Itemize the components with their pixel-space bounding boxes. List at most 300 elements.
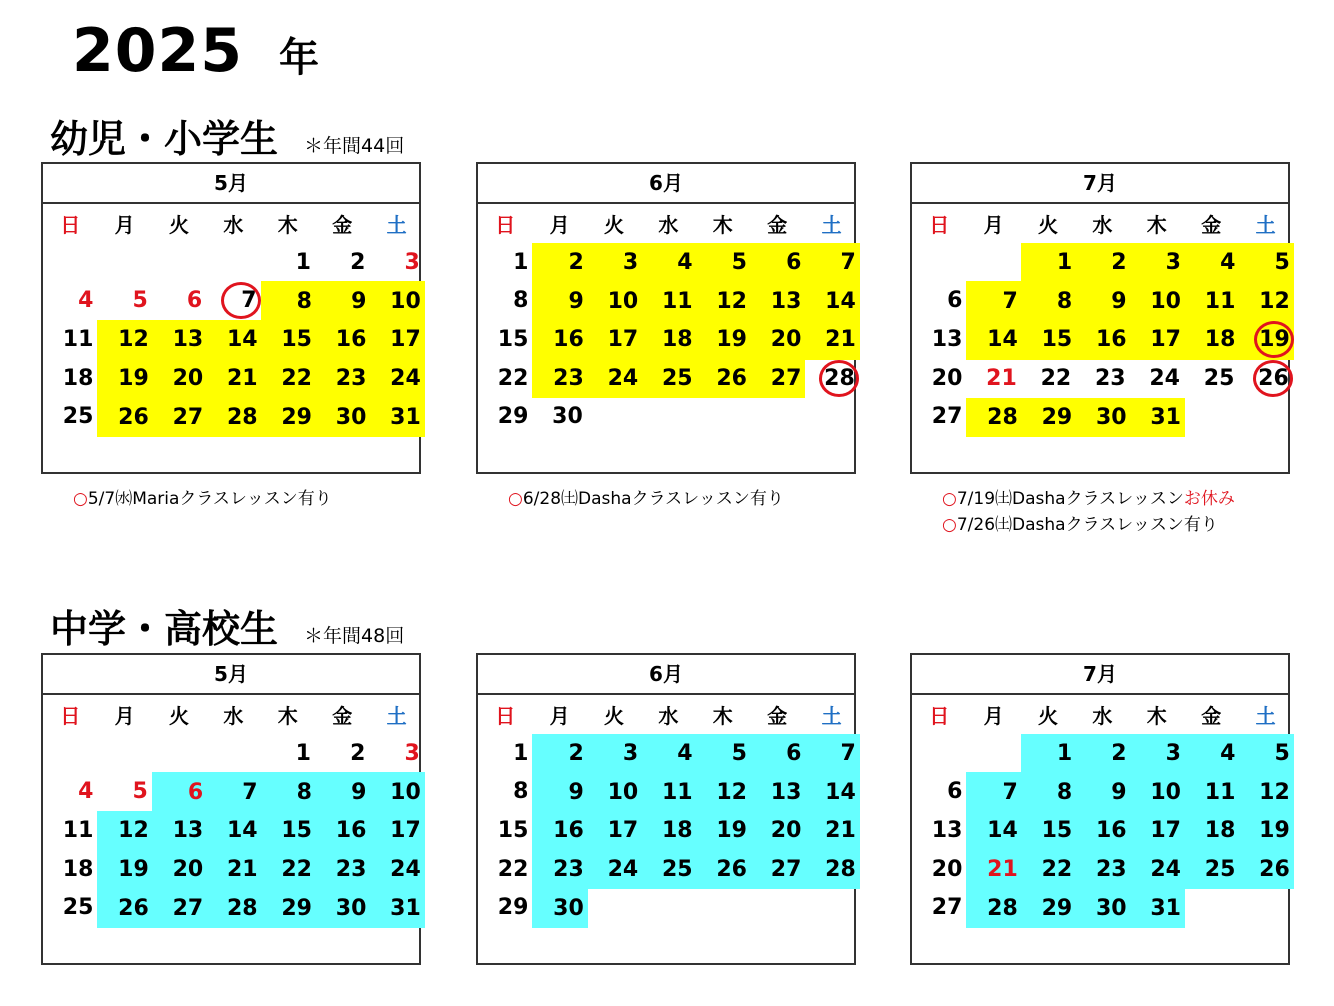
weekday-header: 水 [658, 703, 679, 728]
day-grid [912, 204, 1288, 474]
day-cell [912, 889, 966, 928]
day-cell [152, 772, 207, 812]
day-cell [97, 811, 152, 851]
day-number: 17 [607, 818, 639, 844]
weekday-header: 日 [495, 703, 516, 728]
day-cell [369, 850, 424, 890]
day-cell [206, 359, 261, 399]
day-cell [641, 359, 696, 399]
day-number: 8 [296, 288, 312, 314]
day-cell [532, 734, 587, 774]
day-cell [750, 734, 805, 774]
day-cell [43, 889, 97, 928]
day-cell [152, 320, 207, 360]
weekday-header: 日 [60, 212, 81, 237]
day-number: 3 [622, 250, 639, 276]
day-number: 9 [1111, 288, 1127, 314]
day-cell [152, 811, 207, 851]
weekday-header: 月 [549, 212, 570, 237]
weekday-header: 月 [983, 212, 1004, 237]
day-number: 15 [281, 327, 312, 353]
day-number: 12 [118, 818, 149, 844]
day-grid [43, 204, 419, 474]
circle-marker [819, 360, 859, 397]
day-cell [966, 811, 1021, 851]
day-number: 7 [241, 288, 257, 314]
day-cell [532, 398, 586, 437]
day-number: 22 [497, 365, 529, 391]
day-number: 22 [1041, 857, 1073, 883]
day-number: 23 [553, 857, 584, 883]
day-cell [1130, 850, 1185, 890]
day-number: 10 [607, 288, 639, 314]
day-cell [532, 889, 587, 929]
day-cell [966, 320, 1021, 360]
day-number: 7 [1002, 779, 1018, 805]
section-title-secondary [50, 598, 404, 653]
weekday-header: 日 [495, 212, 516, 237]
day-cell [750, 772, 805, 812]
weekday-header: 木 [1146, 703, 1167, 728]
month-calendar [476, 162, 856, 474]
weekday-header: 木 [712, 703, 733, 728]
day-cell [641, 320, 696, 360]
day-cell [369, 243, 423, 282]
day-number: 25 [62, 895, 94, 921]
day-cell [1184, 243, 1239, 283]
day-cell [696, 772, 751, 812]
day-cell [1021, 850, 1076, 890]
day-cell [1021, 281, 1076, 321]
day-number: 17 [390, 818, 421, 844]
day-cell [532, 320, 587, 360]
day-cell [696, 850, 751, 890]
day-number: 26 [716, 366, 747, 392]
day-number: 28 [824, 365, 855, 391]
note-ring-icon: ○ [508, 489, 523, 509]
day-number: 13 [770, 288, 802, 314]
day-cell [97, 772, 151, 811]
day-number: 29 [497, 404, 529, 430]
day-cell [641, 850, 696, 890]
day-number: 9 [1111, 779, 1127, 805]
day-cell [478, 889, 532, 928]
day-number: 19 [118, 366, 149, 392]
day-number: 4 [78, 779, 94, 805]
day-grid [478, 204, 854, 474]
day-cell [315, 889, 370, 929]
day-cell [478, 734, 532, 773]
day-cell [641, 772, 696, 812]
day-cell [261, 811, 316, 851]
day-number: 30 [553, 895, 584, 921]
day-cell [261, 359, 316, 399]
day-cell [641, 243, 696, 283]
day-cell [532, 359, 587, 399]
day-cell [43, 811, 97, 850]
day-cell [152, 889, 207, 929]
day-number: 12 [1259, 779, 1290, 805]
weekday-header: 水 [658, 212, 679, 237]
day-cell [206, 320, 261, 360]
day-number: 7 [840, 250, 856, 276]
day-number: 14 [226, 818, 258, 844]
day-cell [369, 811, 424, 851]
day-number: 23 [335, 366, 367, 392]
day-cell [1238, 359, 1292, 398]
day-number: 26 [716, 857, 747, 883]
day-number: 19 [1259, 818, 1290, 844]
day-cell [97, 889, 152, 929]
day-number: 31 [1150, 895, 1181, 921]
day-cell [750, 811, 805, 851]
day-number: 5 [132, 779, 148, 805]
day-number: 10 [390, 779, 421, 805]
day-cell [478, 320, 532, 359]
day-number: 12 [118, 327, 149, 353]
day-number: 24 [607, 366, 639, 392]
day-cell [1238, 734, 1293, 774]
day-cell [97, 320, 152, 360]
day-number: 8 [513, 288, 529, 314]
month-calendar [41, 653, 421, 965]
weekday-header: 水 [223, 703, 244, 728]
day-cell [1021, 320, 1076, 360]
day-number: 27 [172, 404, 204, 430]
day-number: 21 [825, 818, 856, 844]
day-number: 4 [677, 741, 693, 767]
day-number: 4 [1220, 741, 1236, 767]
day-number: 12 [716, 779, 747, 805]
day-cell [206, 772, 261, 812]
day-number: 1 [513, 249, 529, 275]
day-cell [1021, 889, 1076, 929]
weekday-header: 月 [983, 703, 1004, 728]
day-number: 26 [118, 895, 149, 921]
day-number: 29 [1041, 895, 1073, 921]
day-cell [261, 850, 316, 890]
day-number: 5 [1274, 741, 1290, 767]
day-number: 27 [172, 895, 204, 921]
day-number: 15 [1041, 327, 1073, 353]
day-number: 17 [390, 327, 421, 353]
day-number: 5 [132, 288, 148, 314]
day-cell [1238, 811, 1293, 851]
weekday-header: 土 [821, 212, 842, 237]
day-cell [804, 734, 859, 774]
day-number: 8 [1056, 779, 1073, 805]
year-number: 2025 [72, 16, 243, 86]
day-cell [1130, 772, 1185, 812]
day-cell [369, 281, 424, 321]
day-cell [1075, 320, 1130, 360]
weekday-header: 月 [549, 703, 570, 728]
day-cell [261, 734, 315, 773]
day-cell [1075, 772, 1130, 812]
day-cell [1238, 850, 1293, 890]
day-number: 7 [242, 779, 258, 805]
day-cell [587, 320, 642, 360]
day-cell [750, 850, 805, 890]
day-cell [966, 398, 1021, 438]
day-number: 11 [62, 817, 94, 843]
day-number: 2 [350, 740, 366, 766]
lesson-note [73, 484, 332, 509]
day-number: 16 [335, 327, 367, 353]
note-highlight-text: お休み [1183, 489, 1235, 509]
day-cell [1075, 243, 1130, 283]
day-number: 5 [1274, 250, 1290, 276]
day-cell [369, 889, 424, 929]
weekday-header: 木 [1146, 212, 1167, 237]
day-cell [532, 850, 587, 890]
day-cell [804, 243, 859, 283]
day-number: 28 [226, 404, 258, 430]
day-number: 3 [1165, 741, 1181, 767]
weekday-header: 金 [1201, 703, 1222, 728]
day-number: 1 [1056, 250, 1073, 276]
weekday-header: 日 [929, 703, 950, 728]
day-number: 16 [1095, 818, 1127, 844]
day-number: 21 [986, 365, 1017, 391]
day-grid [43, 695, 419, 965]
day-cell [152, 281, 206, 320]
weekday-header: 火 [603, 703, 624, 728]
day-cell [97, 359, 152, 399]
day-cell [1021, 811, 1076, 851]
day-number: 14 [226, 327, 258, 353]
day-cell [261, 889, 316, 929]
day-cell [1075, 850, 1130, 890]
day-number: 15 [497, 817, 529, 843]
day-cell [478, 772, 532, 811]
month-calendar [910, 653, 1290, 965]
lesson-note [508, 484, 784, 509]
day-number: 11 [1204, 779, 1236, 805]
day-number: 25 [1203, 365, 1235, 391]
day-cell [1184, 734, 1239, 774]
day-number: 30 [1095, 895, 1127, 921]
weekday-header: 土 [386, 703, 407, 728]
day-number: 29 [497, 895, 529, 921]
day-number: 29 [281, 895, 312, 921]
day-cell [912, 281, 966, 320]
day-number: 16 [1095, 327, 1127, 353]
day-cell [696, 320, 751, 360]
day-number: 8 [1056, 288, 1073, 314]
day-number: 21 [825, 327, 856, 353]
day-number: 31 [390, 895, 421, 921]
day-number: 24 [1149, 365, 1180, 391]
weekday-header: 日 [929, 212, 950, 237]
day-cell [912, 320, 966, 359]
day-number: 15 [497, 326, 529, 352]
day-cell [1184, 772, 1239, 812]
day-number: 18 [62, 856, 94, 882]
day-number: 19 [716, 818, 747, 844]
day-cell [587, 850, 642, 890]
day-number: 18 [661, 327, 693, 353]
day-cell [315, 811, 370, 851]
day-number: 12 [1259, 288, 1290, 314]
day-number: 20 [172, 857, 204, 883]
day-number: 3 [404, 249, 420, 275]
section-title-text: 中学・高校生 [50, 607, 279, 651]
day-number: 21 [226, 366, 258, 392]
day-cell [1130, 811, 1185, 851]
day-number: 11 [62, 326, 94, 352]
day-cell [369, 398, 424, 438]
weekday-header: 土 [1255, 703, 1276, 728]
day-cell [587, 772, 642, 812]
day-number: 20 [770, 327, 802, 353]
day-number: 13 [931, 817, 963, 843]
day-cell [478, 243, 532, 282]
weekday-header: 金 [332, 212, 353, 237]
day-cell [43, 320, 97, 359]
day-cell [1021, 398, 1076, 438]
day-number: 24 [1150, 857, 1181, 883]
day-number: 28 [825, 857, 856, 883]
weekday-header: 木 [277, 212, 298, 237]
day-cell [152, 850, 207, 890]
day-cell [696, 281, 751, 321]
day-number: 16 [553, 818, 584, 844]
day-cell [696, 811, 751, 851]
day-number: 1 [295, 249, 311, 275]
day-number: 28 [226, 895, 258, 921]
day-cell [750, 243, 805, 283]
weekday-header: 火 [1037, 212, 1058, 237]
weekday-header: 土 [386, 212, 407, 237]
day-cell [369, 772, 424, 812]
day-cell [1075, 398, 1130, 438]
day-cell [206, 811, 261, 851]
month-label: 6月 [478, 164, 854, 204]
day-number: 27 [931, 895, 963, 921]
day-cell [966, 281, 1021, 321]
section-subtitle: ＊年間48回 [304, 625, 405, 647]
day-number: 28 [987, 895, 1018, 921]
day-cell [1075, 811, 1130, 851]
weekday-header: 水 [223, 212, 244, 237]
day-cell [43, 359, 97, 398]
day-cell [152, 398, 207, 438]
day-number: 4 [1220, 250, 1236, 276]
day-cell [261, 281, 316, 321]
day-cell [1238, 320, 1293, 360]
day-cell [1130, 320, 1185, 360]
day-number: 23 [1095, 857, 1127, 883]
circle-marker [1253, 360, 1293, 397]
weekday-header: 火 [168, 212, 189, 237]
day-cell [587, 734, 642, 774]
day-number: 15 [281, 818, 312, 844]
day-number: 27 [931, 404, 963, 430]
day-number: 30 [1095, 404, 1127, 430]
day-number: 25 [661, 857, 693, 883]
day-cell [966, 772, 1021, 812]
day-number: 10 [1150, 779, 1181, 805]
day-cell [804, 811, 859, 851]
day-number: 23 [335, 857, 367, 883]
day-number: 19 [118, 857, 149, 883]
day-number: 22 [497, 856, 529, 882]
day-cell [1184, 811, 1239, 851]
day-cell [1075, 359, 1129, 398]
day-number: 1 [513, 740, 529, 766]
day-number: 6 [186, 288, 203, 314]
day-cell [315, 734, 369, 773]
weekday-header: 水 [1092, 703, 1113, 728]
day-cell [587, 281, 642, 321]
day-number: 2 [568, 741, 584, 767]
day-cell [315, 359, 370, 399]
day-cell [1021, 243, 1076, 283]
day-number: 18 [62, 365, 94, 391]
day-number: 6 [786, 250, 802, 276]
day-number: 7 [840, 741, 856, 767]
day-number: 8 [513, 779, 529, 805]
day-number: 17 [1150, 327, 1181, 353]
lesson-note [942, 510, 1218, 535]
day-number: 9 [568, 779, 584, 805]
day-cell [912, 772, 966, 811]
note-text: 7/26㈯Dashaクラスレッスン有り [956, 515, 1218, 535]
day-number: 11 [661, 288, 693, 314]
day-number: 20 [931, 365, 963, 391]
day-cell [478, 281, 532, 320]
day-cell [369, 734, 423, 773]
day-number: 26 [118, 404, 149, 430]
day-cell [315, 281, 370, 321]
day-number: 23 [1094, 365, 1126, 391]
weekday-header: 水 [1092, 212, 1113, 237]
year-unit: 年 [279, 35, 319, 81]
note-ring-icon: ○ [73, 489, 88, 509]
day-number: 27 [770, 857, 802, 883]
day-number: 4 [677, 250, 693, 276]
day-cell [912, 398, 966, 437]
day-number: 21 [987, 857, 1018, 883]
day-cell [696, 359, 751, 399]
note-text: 5/7㈬Mariaクラスレッスン有り [87, 489, 332, 509]
day-number: 30 [552, 404, 583, 430]
day-number: 23 [553, 366, 584, 392]
day-cell [1238, 281, 1293, 321]
day-cell [1238, 772, 1293, 812]
day-cell [966, 850, 1021, 890]
day-number: 18 [1204, 818, 1236, 844]
day-number: 5 [731, 741, 747, 767]
note-text: 7/19㈯Dashaクラスレッスン [956, 489, 1184, 509]
day-number: 31 [390, 404, 421, 430]
day-cell [261, 398, 316, 438]
weekday-header: 金 [332, 703, 353, 728]
weekday-header: 火 [168, 703, 189, 728]
day-number: 12 [716, 288, 747, 314]
day-number: 25 [661, 366, 693, 392]
weekday-header: 土 [821, 703, 842, 728]
day-cell [532, 772, 587, 812]
day-number: 4 [78, 288, 94, 314]
day-cell [261, 772, 316, 812]
day-cell [587, 811, 642, 851]
day-cell [912, 850, 966, 889]
month-label: 5月 [43, 164, 419, 204]
day-number: 3 [1165, 250, 1181, 276]
day-cell [804, 772, 859, 812]
